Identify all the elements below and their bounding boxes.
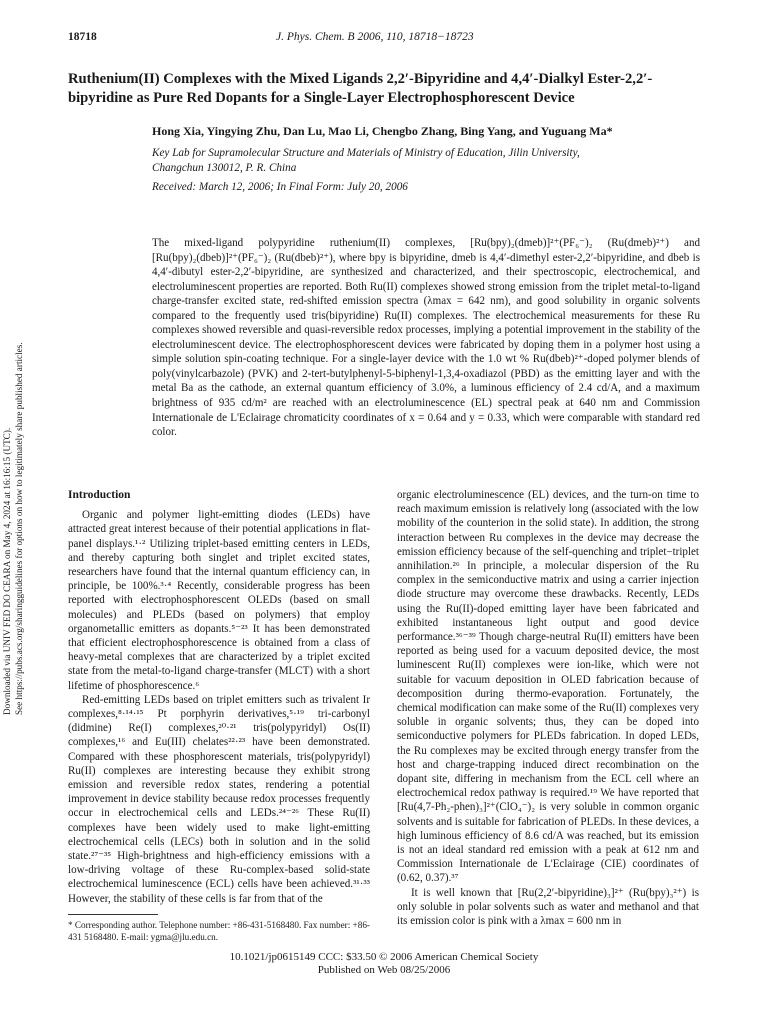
download-notice-line: Downloaded via UNIV FED DO CEARA on May 4, 2024 at 16:16:15 (UTC). bbox=[2, 427, 12, 715]
article-title: Ruthenium(II) Complexes with the Mixed Ligands 2,2′-Bipyridine and 4,4′-Dialkyl Ester-2,2′-bipyridine as Pure Red Dopants for a Single-Layer Electrophosphorescent Device bbox=[68, 71, 653, 106]
received-dates: Received: March 12, 2006; In Final Form: July 20, 2006 bbox=[152, 181, 408, 193]
published-date-line: Published on Web 08/25/2006 bbox=[317, 964, 451, 976]
doi-copyright-line: 10.1021/jp0615149 CCC: $33.50 © 2006 American Chemical Society bbox=[229, 951, 539, 963]
intro-paragraph: Organic and polymer light-emitting diodes (LEDs) have attracted great interest because of their potential applications in flat-panel displays.¹·² Utilizing triplet-based emitting centers in LEDs, and thereby capturing both singlet and triplet excited states, researchers have found that the internal quantum efficiency can, in principle, be 100%.³·⁴ Recently, considerable progress has been reported with electrophosphorescent OLEDs (based on small molecules) and PLEDs (based on polymers) that employ organometallic emitters as dopants.⁵⁻²³ It has been demonstrated that efficient electrophosphorescence is obtained from a class of heavy-metal complexes that are characterized by a triplet excited state from the metal-to-ligand charge-transfer (MLCT) with a short lifetime of phosphorescence.⁶ bbox=[68, 509, 370, 692]
abstract-paragraph: The mixed-ligand polypyridine ruthenium(II) complexes, [Ru(bpy)₂(dmeb)]²⁺(PF₆⁻)₂ (Ru(dmeb)²⁺) and [Ru(bpy)₂(dbeb)]²⁺(PF₆⁻)₂ (Ru(dbeb)²⁺), where bpy is bipyridine, dmeb is 4,4′-dimethyl ester-2,2′-bipyridine, and dbeb is 4,4′-dibutyl ester-2,2′-bipyridine, are synthesized and characterized, and their spectroscopic, electrochemical, and electroluminescent properties are reported. Both Ru(II) complexes showed strong emission from the triplet metal-to-ligand charge-transfer excited state, red-shifted emission spectra (λmax = 642 nm), and good solubility in organic solvents compared to the frequently used tris(bipyridine) Ru(II) complexes. The electrochemical measurements for these Ru complexes showed reversible and quasi-reversible redox processes, implying a potential improvement in the stability of the electroluminescent device. The electrophosphorescent devices were fabricated by doping them in a polymer host using a simple solution spin-coating technique. For a single-layer device with the 1.0 wt % Ru(dbeb)²⁺-doped polymer blends of poly(vinylcarbazole) (PVK) and 2-tert-butylphenyl-5-biphenyl-1,3,4-oxadiazol (PBD) as the emitting layer and with the metal Ba as the cathode, an external quantum efficiency of 3.0%, a luminous efficiency of 2.4 cd/A, and a maximum brightness of 935 cd/m² are reached with an electroluminescence (EL) spectral peak at 640 nm and Commission Internationale de L'Eclairage chromaticity coordinates of x = 0.64 and y = 0.33, which were comparable with standard red color. bbox=[152, 237, 700, 439]
page-number: 18718 bbox=[68, 31, 97, 43]
download-sidebar-notice bbox=[1, 295, 25, 715]
journal-citation: J. Phys. Chem. B 2006, 110, 18718−18723 bbox=[276, 31, 474, 43]
right-column bbox=[397, 488, 699, 928]
page-footer bbox=[0, 951, 768, 977]
section-heading-introduction: Introduction bbox=[68, 489, 131, 501]
intro-paragraph: Red-emitting LEDs based on triplet emitters such as trivalent Ir complexes,⁸·¹⁴·¹⁵ Pt porphyrin derivatives,⁵·¹⁹ tri-carbonyl (didmine) Re(I) complexes,²⁰·²¹ tris(polypyridyl) Os(II) complexes,¹⁶ and Eu(III) chelates²²·²³ have been demonstrated. Compared with these phosphorescent materials, tris(polypyridyl) Ru(II) complexes are interesting because they exhibit strong emission and reversible redox states, rendering a potential improvement in device stability because redox processes frequently occur in electrochemical cells and LEDs.²⁴⁻²⁶ These Ru(II) complexes have been widely used to make light-emitting electrochemical cells (LECs) both in solution and in the solid state.²⁷⁻³⁵ High-brightness and high-efficiency emissions with a low-driving voltage of these Ru-complex-based solid-state electrochemical luminescence (ECL) cells have been achieved.³¹·³³ However, the stability of these cells is far from that of the bbox=[68, 693, 370, 905]
intro-paragraph: organic electroluminescence (EL) devices, and the turn-on time to reach maximum emission is relatively long (associated with the low mobility of the counterion in the solid state). In addition, the strong interaction between Ru complexes in the device may decrease the emission efficiency because of the self-quenching and triplet−triplet annihilation.²⁶ In principle, a molecular dispersion of the Ru complex in the semiconductive matrix and using a carrier injection diode structure may overcome these drawbacks. Recently, LEDs using the Ru(II)-doped emitting layer have been fabricated and exhibited instantaneous light output and good device performance.³⁶⁻³⁹ Though charge-neutral Ru(II) emitters have been reported as being used for a vacuum deposited device, the most luminescent Ru(II) complexes were ion-like, which were not suitable for vacuum deposition in OLED fabrication because of decomposition during thermo-evaporation. Fortunately, the chemical modification can make some of the Ru(II) complexes very soluble in organic solvents; thus, they can be doped into semiconductive polymers for PLEDs fabrication. In doped LEDs, the Ru complexes may be excited through energy transfer from the host and charge-trapping induced direct recombination on the dopant site, differing in mechanism from the ECL cell where an electrochemical redox pathway is required.¹⁹ We have reported that [Ru(4,7-Ph₂-phen)₃]²⁺(ClO₄⁻)₂ is very soluble in common organic solvents and is suitable for fabrication of PLEDs. In these devices, a high luminous efficiency of 8.6 cd/A was reached, but its emission is not an ideal standard red emission with a peak at 612 nm and Commission Internationale de L'Eclairage (CIE) coordinates of (0.62, 0.37).³⁷ bbox=[397, 489, 699, 885]
affiliation-line-2: Changchun 130012, P. R. China bbox=[152, 161, 297, 174]
intro-paragraph: It is well known that [Ru(2,2′-bipyridine)₃]²⁺ (Ru(bpy)₃²⁺) is only soluble in polar solvents such as water and methanol and that its emission color is pink with a λmax = 600 nm in bbox=[397, 886, 699, 928]
author-list: Hong Xia, Yingying Zhu, Dan Lu, Mao Li, Chengbo Zhang, Bing Yang, and Yuguang Ma* bbox=[152, 124, 613, 138]
abstract bbox=[152, 236, 700, 440]
corresponding-author-footnote: * Corresponding author. Telephone number: +86-431-5168480. Fax number: +86-431 5168480. E-mail: ygma@jlu.edu.cn. bbox=[68, 920, 370, 942]
footnote-divider bbox=[68, 914, 158, 915]
affiliation bbox=[152, 146, 672, 175]
sharing-guidelines-line: See https://pubs.acs.org/sharingguidelines for options on how to legitimately share published articles. bbox=[14, 342, 24, 715]
left-column bbox=[68, 488, 370, 906]
affiliation-line-1: Key Lab for Supramolecular Structure and Materials of Ministry of Education, Jilin University, bbox=[152, 147, 580, 159]
